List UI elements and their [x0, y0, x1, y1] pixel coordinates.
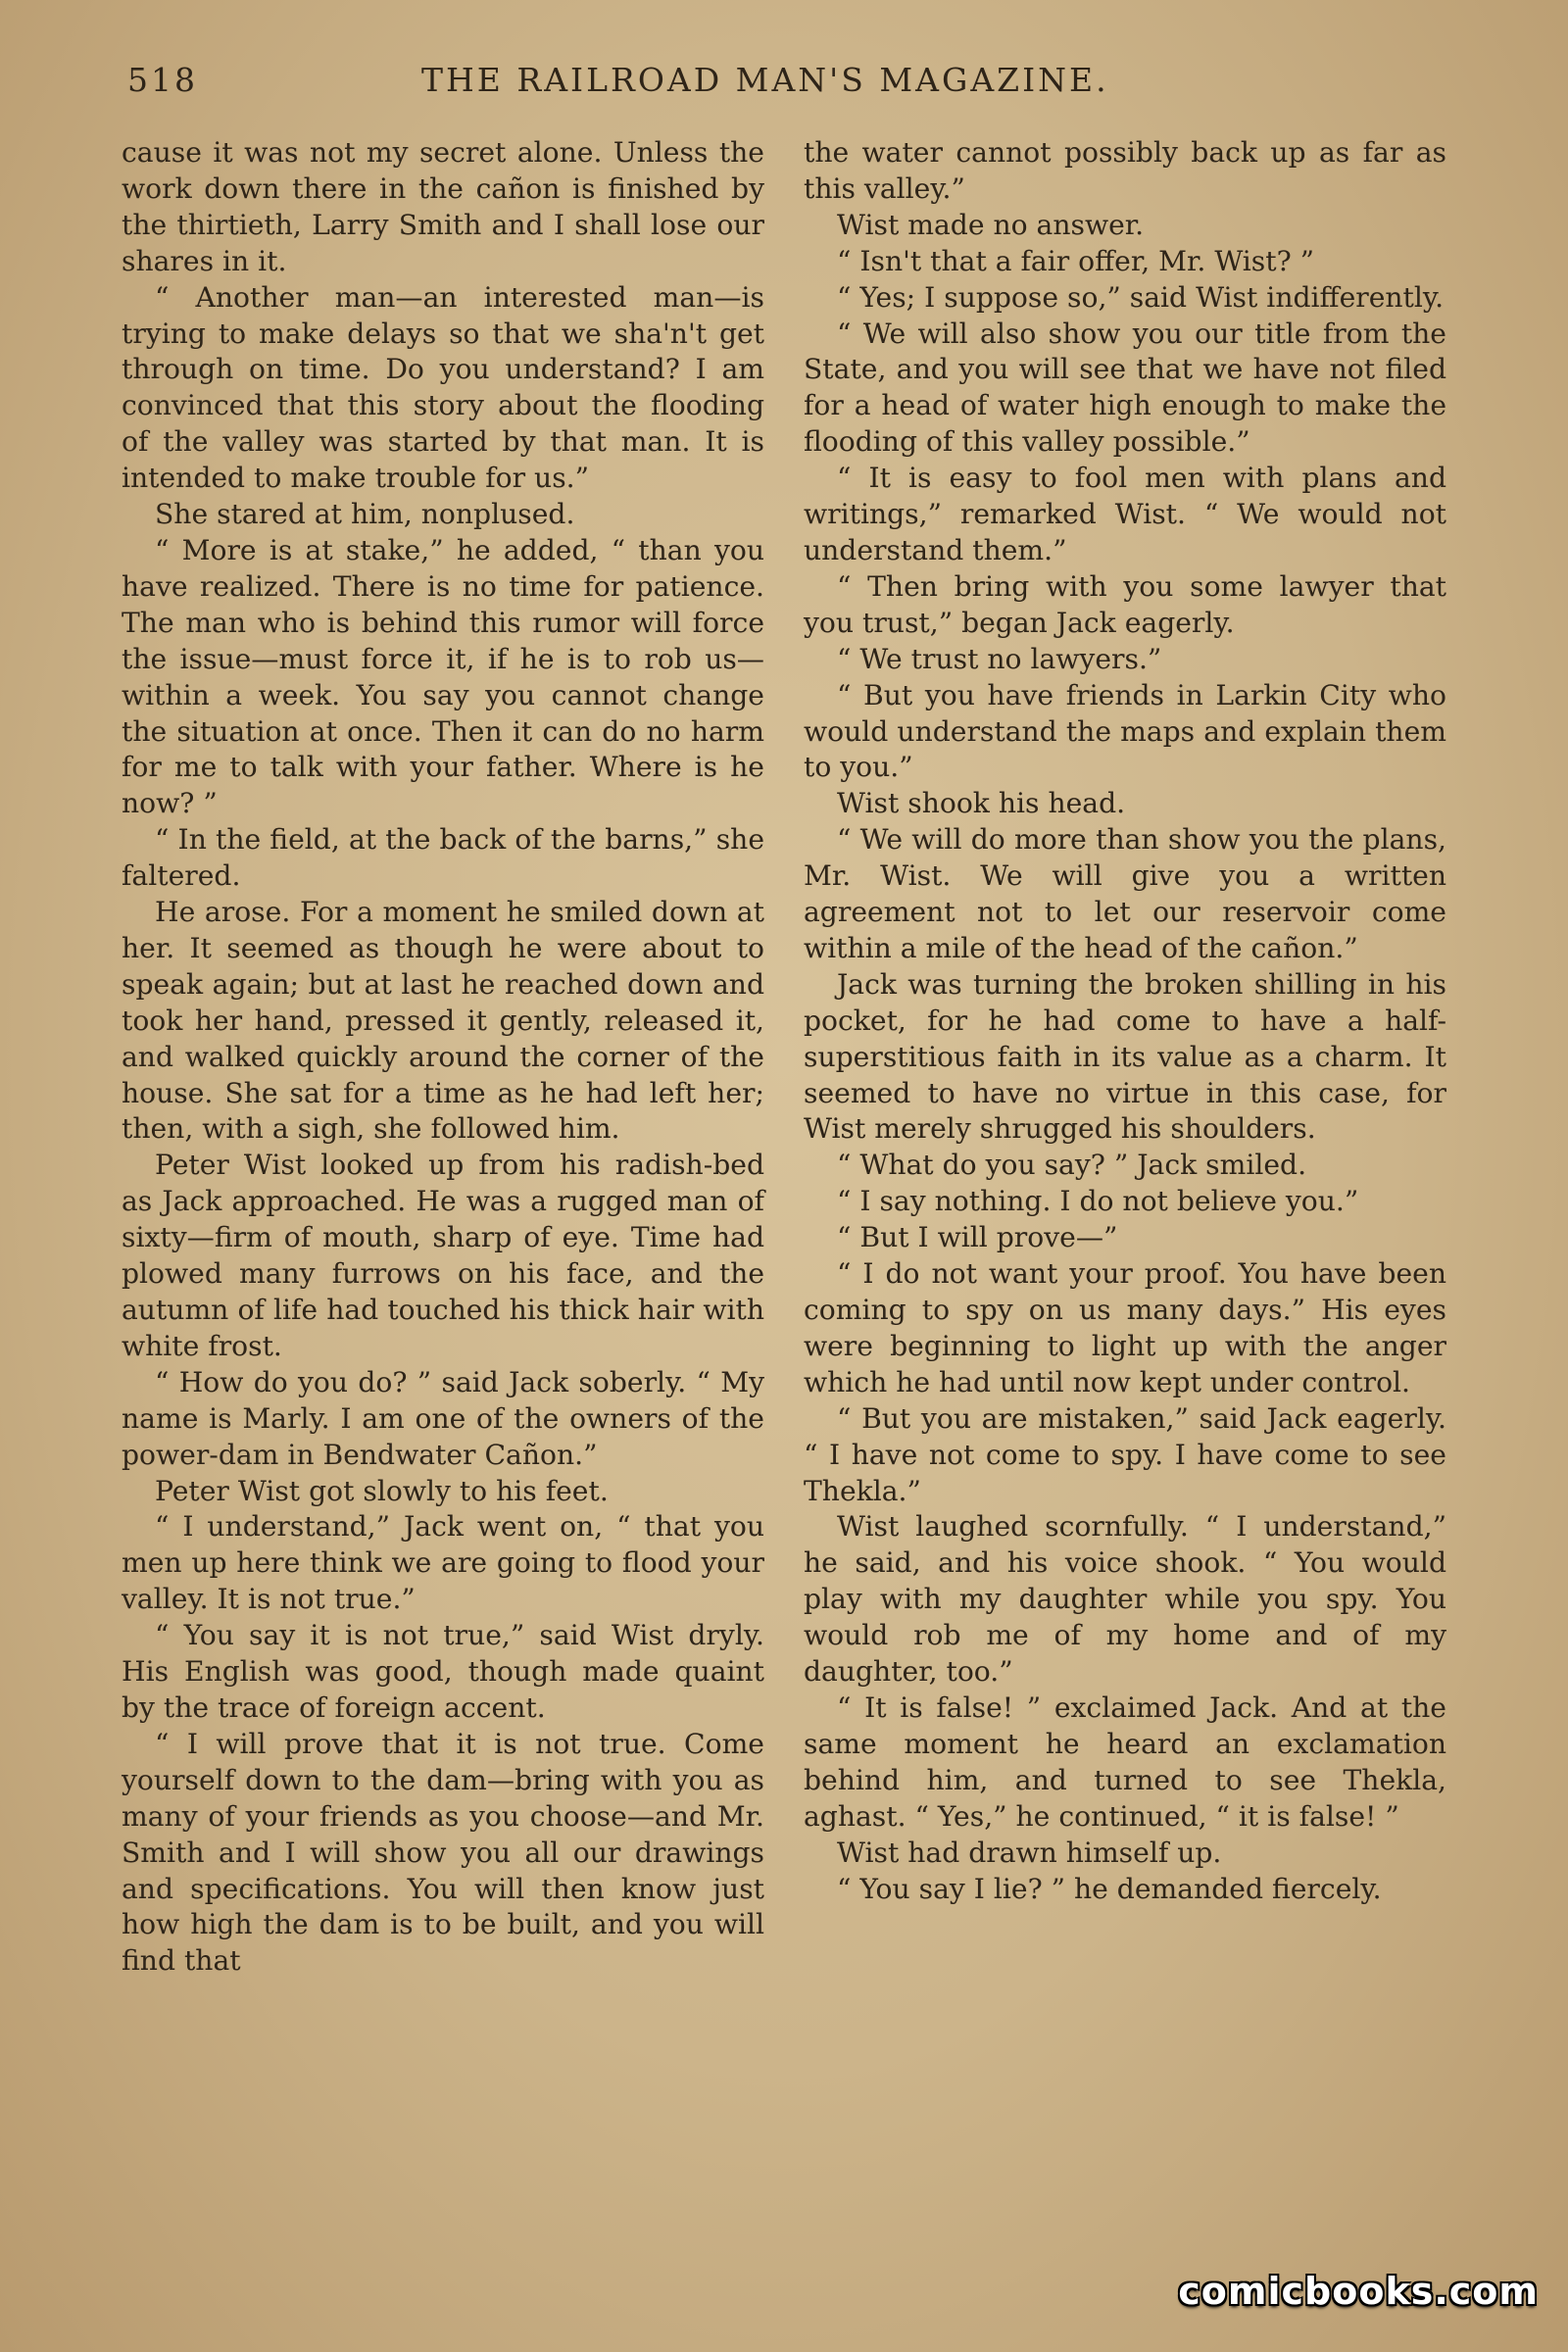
paragraph: Wist made no answer.	[837, 208, 1145, 241]
paragraph: “ How do you do? ” said Jack soberly. “ My name is Marly. I am one of the owners of the power-dam in Bendwater Cañon.”	[122, 1365, 764, 1471]
paragraph: “ It is easy to fool men with plans and writings,” remarked Wist. “ We would not understand them.”	[804, 462, 1446, 566]
paragraph: Wist laughed scornfully. “ I understand,” he said, and his voice shook. “ You would play with my daughter while you spy. You would rob me of my home and of my daughter, too.”	[804, 1510, 1446, 1689]
paragraph: “ In the field, at the back of the barns,” she faltered.	[122, 823, 764, 893]
left-column	[122, 135, 764, 1980]
paragraph: Wist shook his head.	[837, 787, 1126, 820]
paragraph: “ You say I lie? ” he demanded fiercely.	[837, 1872, 1382, 1905]
paragraph: “ I say nothing. I do not believe you.”	[837, 1185, 1359, 1218]
paragraph: “ We will also show you our title from the State, and you will see that we have not filed for a head of water high enough to make the flooding of this valley possible.”	[804, 317, 1446, 459]
paragraph: “ But I will prove—”	[837, 1221, 1118, 1254]
paragraph: She stared at him, nonplused.	[155, 498, 575, 531]
paragraph: “ But you have friends in Larkin City who would understand the maps and explain them to you.”	[804, 678, 1446, 784]
page-header	[127, 61, 1441, 100]
paragraph: “ We will do more than show you the plans, Mr. Wist. We will give you a written agreement not to let our reservoir come within a mile of the head of the cañon.”	[804, 823, 1446, 964]
paragraph: “ We trust no lawyers.”	[837, 642, 1162, 675]
paragraph: “ I understand,” Jack went on, “ that you men up here think we are going to flood your valley. It is not true.”	[122, 1510, 764, 1616]
paragraph: cause it was not my secret alone. Unless the work down there in the cañon is finished by the thirtieth, Larry Smith and I shall lose our shares in it.	[122, 136, 764, 277]
paragraph: “ Isn't that a fair offer, Mr. Wist? ”	[837, 244, 1315, 277]
paragraph: Peter Wist looked up from his radish-bed as Jack approached. He was a rugged man of sixty—firm of mouth, sharp of eye. Time had plowed many furrows on his face, and the autumn of life had touched his thick hair with white frost.	[122, 1149, 764, 1362]
paragraph: “ Another man—an interested man—is trying to make delays so that we sha'n't get through on time. Do you understand? I am convinced that this story about the flooding of the valley was started by that man. It is intended to make trouble for us.”	[122, 280, 764, 495]
paragraph: “ But you are mistaken,” said Jack eagerly. “ I have not come to spy. I have come to see Thekla.”	[804, 1401, 1446, 1507]
paragraph: the water cannot possibly back up as far as this valley.”	[804, 136, 1446, 205]
paragraph: “ I do not want your proof. You have been coming to spy on us many days.” His eyes were beginning to light up with the anger which he had until now kept under control.	[804, 1257, 1446, 1398]
paragraph: “ I will prove that it is not true. Come yourself down to the dam—bring with you as many of your friends as you choose—and Mr. Smith and I will show you all our drawings and specifications. You will then know just how high the dam is to be built, and you will find that	[122, 1727, 764, 1978]
paragraph: He arose. For a moment he smiled down at her. It seemed as though he were about to speak again; but at last he reached down and took her hand, pressed it gently, released it, and walked quickly around the corner of the house. She sat for a time as he had left her; then, with a sigh, she followed him.	[122, 896, 764, 1146]
paragraph: “ Yes; I suppose so,” said Wist indifferently.	[837, 280, 1445, 314]
paragraph: Jack was turning the broken shilling in his pocket, for he had come to have a half-superstitious faith in its value as a charm. It seemed to have no virtue in this case, for Wist merely shrugged his shoulders.	[804, 967, 1446, 1146]
paragraph: “ It is false! ” exclaimed Jack. And at the same moment he heard an exclamation behind him, and turned to see Thekla, aghast. “ Yes,” he continued, “ it is false! ”	[804, 1690, 1446, 1833]
paragraph: “ You say it is not true,” said Wist dryly. His English was good, though made quaint by the trace of foreign accent.	[122, 1619, 764, 1724]
paragraph: Peter Wist got slowly to his feet.	[155, 1474, 609, 1507]
magazine-title: THE RAILROAD MAN'S MAGAZINE.	[421, 61, 1109, 99]
paragraph: “ Then bring with you some lawyer that you trust,” began Jack eagerly.	[804, 569, 1446, 639]
page-number: 518	[127, 61, 198, 99]
paragraph: “ More is at stake,” he added, “ than you have realized. There is no time for patience. The man who is behind this rumor will force the issue—must force it, if he is to rob us—within a week. You say you cannot change the situation at once. Then it can do no harm for me to talk with your father. Where is he now? ”	[122, 533, 764, 820]
paragraph: “ What do you say? ” Jack smiled.	[837, 1149, 1307, 1182]
right-column	[804, 135, 1446, 1907]
paragraph: Wist had drawn himself up.	[837, 1836, 1222, 1869]
watermark-logo: comicbooks.com	[1178, 2270, 1539, 2313]
